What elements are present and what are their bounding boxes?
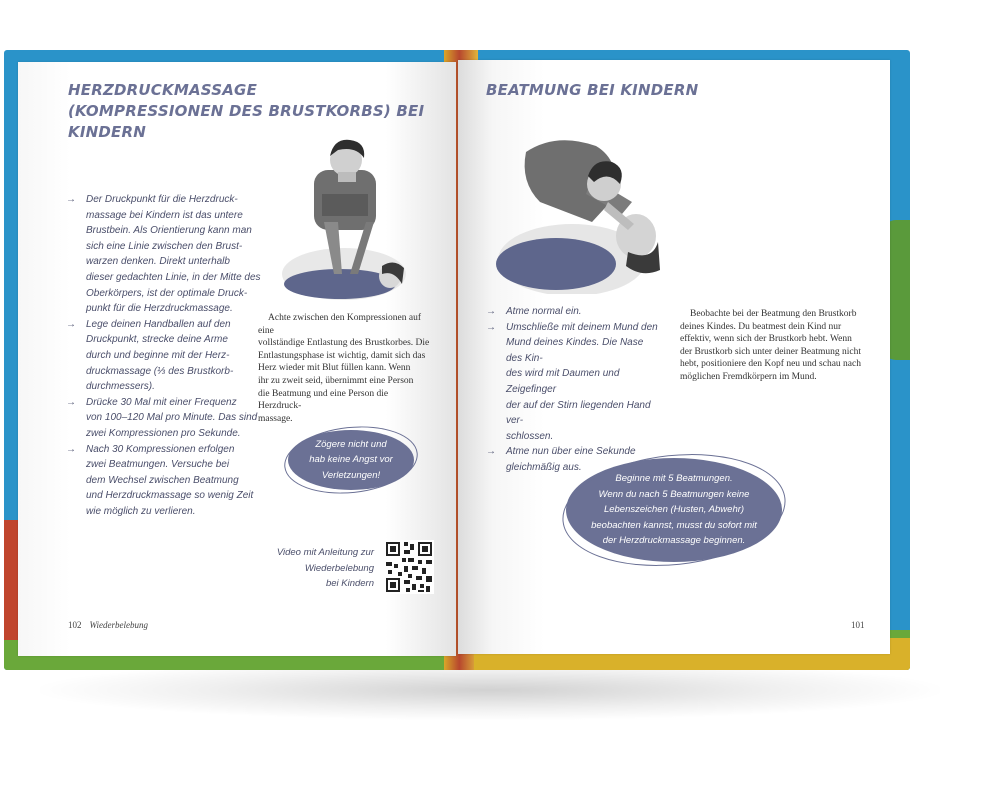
chest-compression-illustration	[278, 134, 408, 304]
list-item	[66, 442, 266, 520]
text-line: Mund deines Kindes. Die Nase des Kin-	[506, 337, 644, 364]
list-item	[486, 320, 662, 445]
right-arrow-icon: →	[486, 321, 496, 333]
text-line: deines Kindes. Du beatmest dein Kind nur	[680, 321, 842, 332]
text-line: Video mit Anleitung zur	[276, 547, 374, 558]
text-line: hab keine Angst vor	[309, 454, 393, 466]
text-line: möglichen Fremdkörpern im Mund.	[680, 371, 817, 382]
list-item	[66, 192, 266, 317]
text-line: Atme nun über eine Sekunde	[506, 446, 636, 458]
text-line: vollständige Entlastung des Brustkorbes. Die	[258, 338, 430, 349]
text-line: der Brustkorb sich unter deiner Beatmung nicht	[680, 346, 861, 357]
text-line: zwei Kompressionen pro Sekunde.	[86, 427, 241, 439]
text-line: durch und beginne mit der Herz-	[86, 349, 230, 361]
text-line: druckmassage (⅓ des Brustkorb-	[86, 365, 234, 377]
text-line: die Beatmung und eine Person die Herzdruck-	[258, 388, 389, 412]
text-line: Lege deinen Handballen auf den	[86, 318, 231, 330]
qr-code-icon[interactable]	[384, 540, 434, 594]
text-line: Beginne mit 5 Beatmungen.	[615, 473, 733, 485]
heading-line: (KOMPRESSIONEN DES BRUSTKORBS) BEI KINDERN	[68, 102, 425, 141]
list-item	[486, 304, 662, 320]
text-line: von 100–120 Mal pro Minute. Das sind	[86, 412, 258, 424]
text-line: Umschließe mit deinem Mund den	[506, 321, 658, 333]
text-line: durchmessers).	[86, 381, 155, 393]
text-line: und Herzdruckmassage so wenig Zeit	[86, 490, 254, 502]
list-item	[66, 395, 266, 442]
tip-bubble	[566, 458, 782, 562]
text-line: dieser gedachten Linie, in der Mitte des	[86, 271, 261, 283]
text-line: der Herzdruckmassage beginnen.	[602, 535, 746, 547]
text-line: dem Wechsel zwischen Beatmung	[86, 474, 239, 486]
right-arrow-icon: →	[486, 306, 496, 317]
text-line: zwei Beatmungen. Versuche bei	[86, 459, 230, 471]
list-item	[66, 317, 266, 395]
text-line: massage bei Kindern ist das untere	[86, 209, 243, 221]
text-line: Der Druckpunkt für die Herzdruck-	[86, 194, 238, 205]
text-line: gleichmäßig aus.	[506, 461, 582, 473]
text-line: des wird mit Daumen und Zeigefinger	[506, 368, 620, 395]
breathing-steps-list	[486, 304, 662, 476]
rescue-breathing-illustration	[496, 132, 666, 294]
text-line: bei Kindern	[325, 578, 374, 589]
text-line: beobachten kannst, musst du sofort mit	[591, 519, 757, 531]
text-line: Beobachte bei der Beatmung den Brustkorb	[690, 309, 857, 319]
text-line: Lebenszeichen (Husten, Abwehr)	[603, 504, 745, 516]
text-line: sich eine Linie zwischen den Brust-	[86, 240, 243, 252]
text-line: Verletzungen!	[321, 469, 381, 481]
right-arrow-icon: →	[486, 446, 496, 458]
qr-caption	[264, 545, 374, 592]
text-line: effektiv, wenn sich der Brustkorb hebt. Wenn	[680, 334, 852, 345]
right-arrow-icon: →	[66, 194, 76, 205]
text-line: Entlastungsphase ist wichtig, damit sich das	[258, 350, 426, 361]
text-line: Drücke 30 Mal mit einer Frequenz	[86, 396, 237, 408]
text-line: Druckpunkt, strecke deine Arme	[86, 334, 228, 346]
text-line: hebt, positioniere den Kopf neu und schau nach	[680, 359, 861, 370]
text-line: punkt für die Herzdruckmassage.	[86, 303, 233, 315]
compression-note	[258, 312, 433, 425]
text-line: wie möglich zu verlieren.	[86, 505, 196, 517]
text-line: massage.	[258, 413, 293, 424]
section-title: Wiederbelebung	[89, 620, 148, 630]
tip-bubble	[288, 430, 414, 490]
left-footer	[68, 620, 148, 630]
right-arrow-icon: →	[66, 318, 76, 330]
breathing-note	[680, 308, 865, 384]
page-number: 101	[851, 620, 865, 630]
text-line: Herz wieder mit Blut füllen kann. Wenn	[258, 363, 411, 374]
text-line: warzen denken. Direkt unterhalb	[86, 256, 230, 268]
left-page	[18, 62, 456, 656]
text-line: Brustbein. Als Orientierung kann man	[86, 225, 252, 237]
right-page	[458, 60, 890, 654]
cpr-steps-list	[66, 192, 266, 519]
text-line: Zögere nicht und	[315, 438, 387, 450]
heading-line: HERZDRUCKMASSAGE	[68, 81, 258, 99]
text-line: der auf der Stirn liegenden Hand ver-	[506, 399, 651, 427]
text-line: Wenn du nach 5 Beatmungen keine	[598, 488, 750, 500]
right-arrow-icon: →	[66, 396, 76, 408]
bubble-outline	[281, 420, 421, 500]
page-number: 102	[68, 620, 82, 630]
text-line: Atme normal ein.	[506, 306, 582, 317]
right-arrow-icon: →	[66, 443, 76, 455]
text-line: Nach 30 Kompressionen erfolgen	[86, 443, 235, 455]
text-line: ihr zu zweit seid, übernimmt eine Person	[258, 375, 414, 386]
text-line: schlossen.	[506, 430, 554, 442]
text-line: Oberkörpers, ist der optimale Druck-	[86, 287, 248, 299]
text-line: Achte zwischen den Kompressionen auf eine	[258, 313, 422, 336]
right-page-heading: BEATMUNG BEI KINDERN	[486, 81, 699, 99]
text-line: Wiederbelebung	[304, 562, 374, 574]
